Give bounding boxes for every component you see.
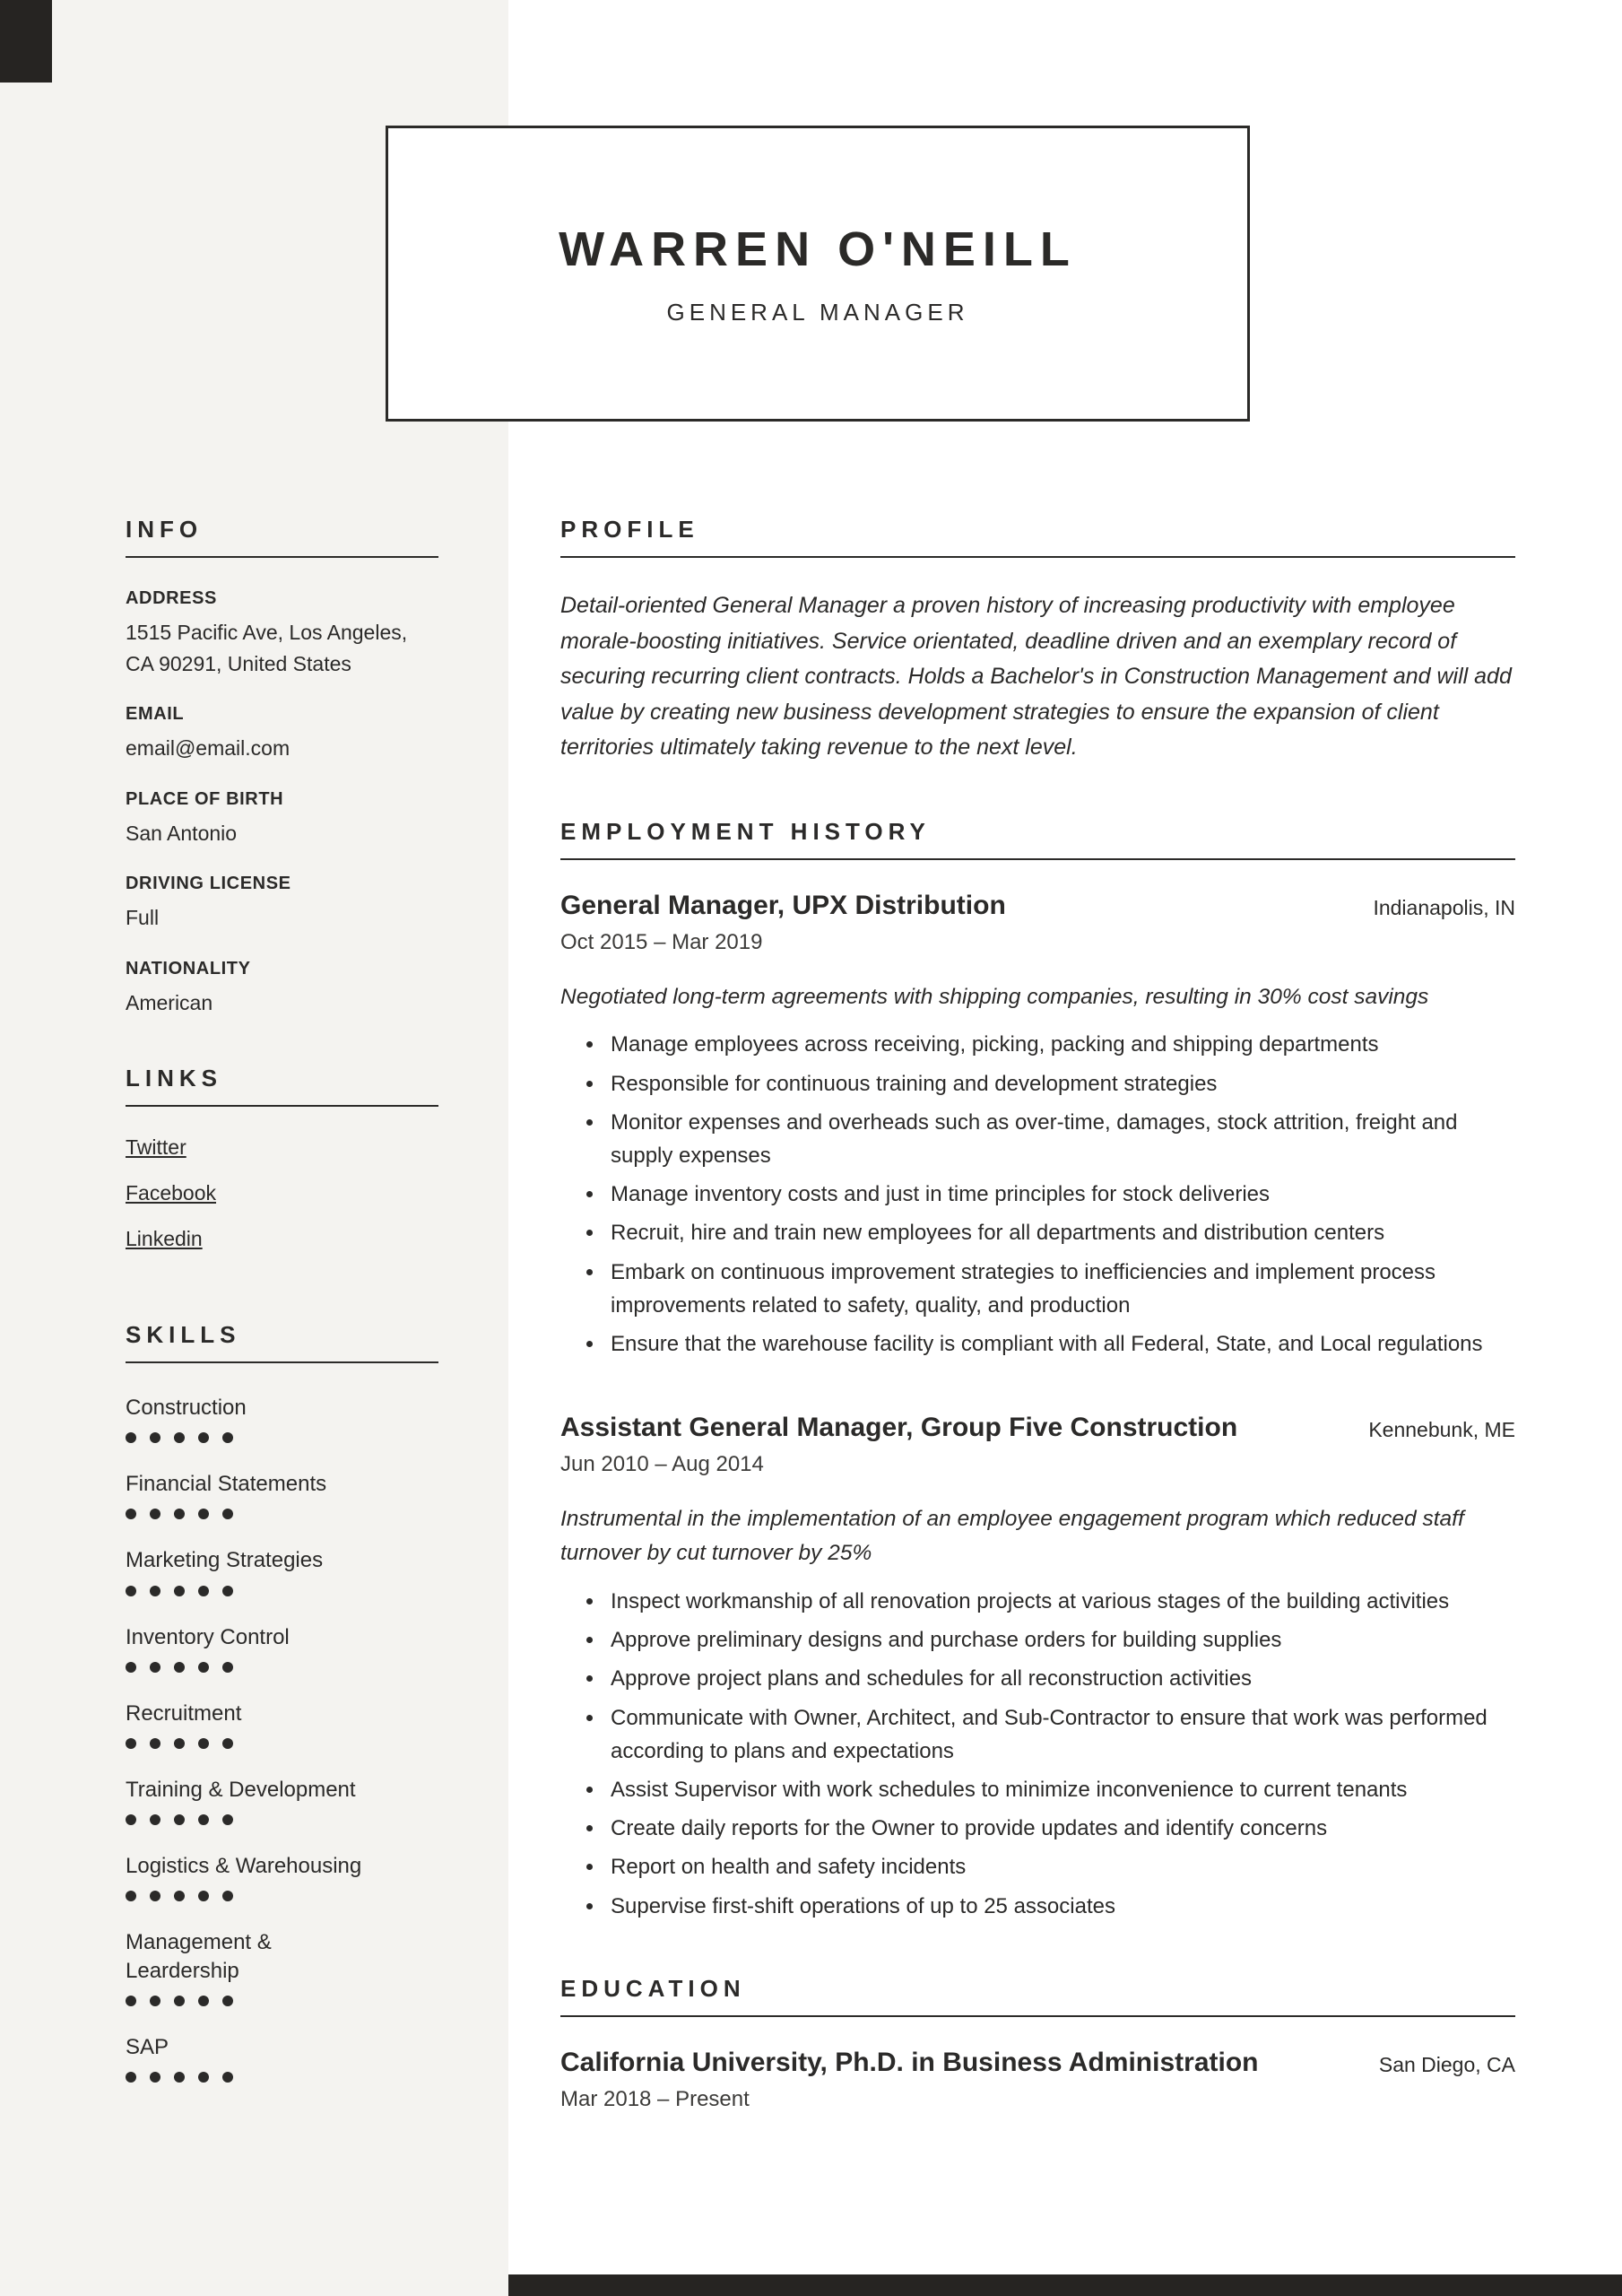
job-title: Assistant General Manager, Group Five Construction — [560, 1413, 1238, 1443]
rating-dot — [174, 1738, 185, 1749]
rating-dot — [174, 1814, 185, 1825]
skill-item — [126, 1623, 438, 1673]
rating-dot — [222, 1738, 233, 1749]
rating-dot — [198, 1586, 209, 1596]
rating-dot — [126, 1996, 136, 2006]
rating-dot — [150, 1891, 160, 1901]
bullet-item: • Manage employees across receiving, picking, packing and shipping departments — [605, 1028, 1515, 1061]
rating-dot — [222, 1586, 233, 1596]
skill-item — [126, 1776, 438, 1825]
info-label: DRIVING LICENSE — [126, 874, 291, 893]
skills-section — [126, 1321, 438, 2083]
rating-dot — [222, 2072, 233, 2083]
education-title: California University, Ph.D. in Business Administration — [560, 2047, 1259, 2077]
info-value: Full — [126, 906, 160, 929]
rating-dot — [126, 1662, 136, 1673]
rating-dot — [150, 2072, 160, 2083]
skill-rating — [126, 1814, 438, 1825]
skill-name: Recruitment — [126, 1700, 242, 1726]
bullet-item: • Supervise first-shift operations of up to 25 associates — [605, 1890, 1515, 1923]
rating-dot — [150, 1432, 160, 1443]
bullet-item: • Approve preliminary designs and purchase orders for building supplies — [605, 1623, 1515, 1657]
rating-dot — [150, 1814, 160, 1825]
education-section — [560, 1975, 1515, 2112]
info-label: PLACE OF BIRTH — [126, 788, 284, 809]
job-header — [560, 891, 1515, 921]
job-bullet-list — [560, 1028, 1515, 1361]
info-label: NATIONALITY — [126, 958, 251, 978]
rating-dot — [222, 1814, 233, 1825]
skill-name: Inventory Control — [126, 1624, 290, 1649]
employment-heading: EMPLOYMENT HISTORY — [560, 818, 1515, 860]
skill-name: Logistics & Warehousing — [126, 1854, 362, 1879]
bullet-item: • Recruit, hire and train new employees for all departments and distribution centers — [605, 1216, 1515, 1249]
job-summary: Negotiated long-term agreements with shipping companies, resulting in 30% cost savings — [560, 984, 1429, 1009]
link-facebook[interactable]: Facebook — [126, 1181, 217, 1205]
rating-dot — [126, 1432, 136, 1443]
info-item-driving-license — [126, 874, 438, 934]
education-dates: Mar 2018 – Present — [560, 2086, 750, 2111]
rating-dot — [198, 1738, 209, 1749]
skill-item — [126, 1546, 438, 1596]
info-value: American — [126, 990, 213, 1014]
links-heading: LINKS — [126, 1065, 438, 1107]
job-bullet-list — [560, 1585, 1515, 1923]
bullet-item: • Embark on continuous improvement strategies to inefficiencies and implement process improvements related to safety, quality, and production — [605, 1256, 1515, 1322]
link-twitter[interactable]: Twitter — [126, 1135, 186, 1159]
info-label: ADDRESS — [126, 588, 217, 608]
skill-item — [126, 1928, 438, 2005]
job-summary: Instrumental in the implementation of an employee engagement program which reduced staff turnover by cut turnover by 25% — [560, 1507, 1464, 1566]
skill-name: Financial Statements — [126, 1472, 327, 1497]
rating-dot — [198, 2072, 209, 2083]
skill-rating — [126, 1996, 438, 2006]
rating-dot — [126, 1509, 136, 1519]
rating-dot — [198, 1814, 209, 1825]
rating-dot — [150, 1509, 160, 1519]
job-dates: Oct 2015 – Mar 2019 — [560, 929, 763, 954]
page-corner-mark — [0, 0, 52, 83]
candidate-title: GENERAL MANAGER — [666, 298, 969, 326]
skill-name: Marketing Strategies — [126, 1548, 324, 1573]
rating-dot — [126, 1738, 136, 1749]
skill-item — [126, 1852, 438, 1901]
skill-rating — [126, 1586, 438, 1596]
skill-item — [126, 1470, 438, 1519]
rating-dot — [198, 1662, 209, 1673]
job-location: Indianapolis, IN — [1373, 895, 1515, 919]
bullet-item: • Manage inventory costs and just in time principles for stock deliveries — [605, 1178, 1515, 1211]
candidate-name: WARREN O'NEILL — [559, 222, 1077, 276]
rating-dot — [126, 1891, 136, 1901]
skill-rating — [126, 1432, 438, 1443]
info-section — [126, 516, 438, 1018]
rating-dot — [198, 1996, 209, 2006]
profile-section — [560, 516, 1515, 766]
info-heading: INFO — [126, 516, 438, 558]
rating-dot — [174, 1509, 185, 1519]
skill-rating — [126, 1891, 438, 1901]
rating-dot — [222, 1996, 233, 2006]
rating-dot — [174, 2072, 185, 2083]
rating-dot — [150, 1662, 160, 1673]
education-entry — [560, 2048, 1515, 2112]
rating-dot — [222, 1432, 233, 1443]
info-value: email@email.com — [126, 736, 291, 760]
info-item-nationality — [126, 959, 438, 1019]
skills-heading: SKILLS — [126, 1321, 438, 1363]
bullet-item: • Create daily reports for the Owner to provide updates and identify concerns — [605, 1812, 1515, 1845]
rating-dot — [198, 1891, 209, 1901]
job-entry — [560, 891, 1515, 1361]
job-header — [560, 1413, 1515, 1443]
job-location: Kennebunk, ME — [1368, 1418, 1515, 1442]
skill-rating — [126, 1738, 438, 1749]
rating-dot — [198, 1432, 209, 1443]
info-label: EMAIL — [126, 704, 185, 724]
profile-text: Detail-oriented General Manager a proven history of increasing productivity with employee morale-boosting initiatives. Service orientated, deadline driven and an exemplary record of securing recurring client contracts. Holds a Bachelor's in Construction Management and will add value by creating new business development strategies to ensure the expansion of client territories ultimately taking revenue to the next level. — [560, 593, 1512, 760]
skill-name: Management & Leardership — [126, 1930, 272, 1983]
rating-dot — [222, 1662, 233, 1673]
bullet-item: • Assist Supervisor with work schedules to minimize inconvenience to current tenants — [605, 1773, 1515, 1806]
skill-item — [126, 1700, 438, 1749]
skill-name: SAP — [126, 2034, 169, 2059]
bullet-item: • Inspect workmanship of all renovation projects at various stages of the building activities — [605, 1585, 1515, 1618]
rating-dot — [150, 1738, 160, 1749]
links-section — [126, 1065, 438, 1274]
bullet-item: • Monitor expenses and overheads such as over-time, damages, stock attrition, freight and supply expenses — [605, 1106, 1515, 1172]
skill-item — [126, 1394, 438, 1443]
job-entry — [560, 1413, 1515, 1923]
job-title: General Manager, UPX Distribution — [560, 890, 1006, 920]
rating-dot — [150, 1586, 160, 1596]
link-linkedin[interactable]: Linkedin — [126, 1227, 203, 1250]
rating-dot — [222, 1891, 233, 1901]
job-dates: Jun 2010 – Aug 2014 — [560, 1452, 764, 1477]
education-header — [560, 2048, 1515, 2078]
info-item-place-of-birth — [126, 789, 438, 849]
name-card — [386, 126, 1250, 422]
skill-name: Training & Development — [126, 1777, 356, 1802]
rating-dot — [174, 1996, 185, 2006]
bullet-item: • Responsible for continuous training and development strategies — [605, 1067, 1515, 1100]
skill-name: Construction — [126, 1396, 247, 1420]
bullet-item: • Report on health and safety incidents — [605, 1850, 1515, 1883]
skill-rating — [126, 1509, 438, 1519]
rating-dot — [126, 1814, 136, 1825]
rating-dot — [174, 1662, 185, 1673]
page-bottom-bar — [508, 2274, 1622, 2296]
rating-dot — [150, 1996, 160, 2006]
rating-dot — [174, 1586, 185, 1596]
rating-dot — [126, 2072, 136, 2083]
bullet-item: • Ensure that the warehouse facility is compliant with all Federal, State, and Local regulations — [605, 1327, 1515, 1361]
rating-dot — [222, 1509, 233, 1519]
rating-dot — [174, 1432, 185, 1443]
bullet-item: • Approve project plans and schedules for all reconstruction activities — [605, 1662, 1515, 1695]
info-item-address — [126, 588, 438, 679]
rating-dot — [126, 1586, 136, 1596]
info-value: San Antonio — [126, 821, 238, 845]
education-heading: EDUCATION — [560, 1975, 1515, 2017]
rating-dot — [198, 1509, 209, 1519]
info-item-email — [126, 704, 438, 764]
info-value: 1515 Pacific Ave, Los Angeles, CA 90291, United States — [126, 621, 408, 675]
employment-section — [560, 818, 1515, 1923]
rating-dot — [174, 1891, 185, 1901]
bullet-item: • Communicate with Owner, Architect, and Sub-Contractor to ensure that work was performed according to plans and expectations — [605, 1701, 1515, 1768]
profile-heading: PROFILE — [560, 516, 1515, 558]
education-location: San Diego, CA — [1378, 2052, 1515, 2076]
skill-item — [126, 2033, 438, 2083]
skill-rating — [126, 2072, 438, 2083]
skill-rating — [126, 1662, 438, 1673]
